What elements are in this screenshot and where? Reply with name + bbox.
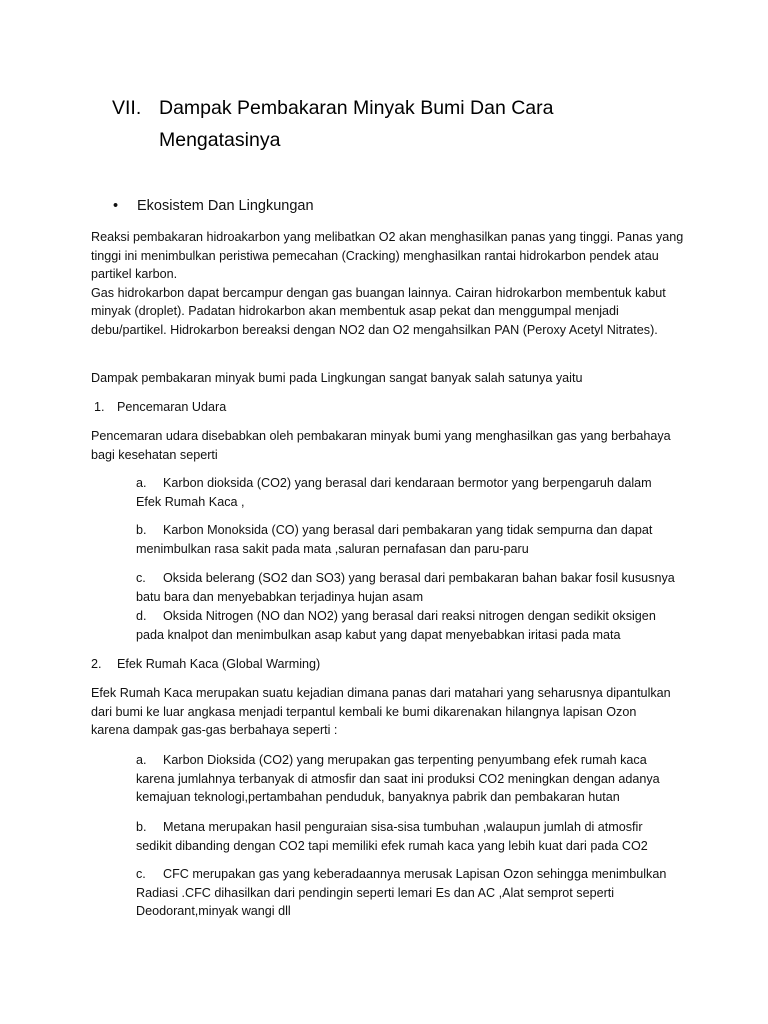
list-item-line: kemajuan teknologi,pertambahan penduduk, banyaknya pabrik dan pembakaran hutan	[136, 790, 620, 804]
list-item-line: sedikit dibanding dengan CO2 tapi memiliki efek rumah kaca yang lebih kuat dari pada CO2	[136, 838, 648, 853]
paragraph-line: Dampak pembakaran minyak bumi pada Lingkungan sangat banyak salah satunya yaitu	[91, 371, 583, 385]
list-item-line: Deodorant,minyak wangi dll	[136, 904, 291, 918]
heading-title-line: Mengatasinya	[159, 129, 281, 151]
section-number: 1.	[94, 400, 105, 414]
list-item	[136, 474, 696, 511]
list-text: Oksida belerang (SO2 dan SO3) yang berasal dari pembakaran bahan bakar fosil kususnya	[163, 571, 675, 585]
list-item-line: batu bara dan menyebabkan terjadinya hujan asam	[136, 589, 424, 604]
section-title: Pencemaran Udara	[117, 400, 227, 414]
list-item	[136, 569, 696, 606]
paragraph-line: Efek Rumah Kaca merupakan suatu kejadian dimana panas dari matahari yang seharusnya dipantulkan	[91, 686, 671, 700]
list-item-line	[136, 569, 696, 588]
paragraph-line: partikel karbon.	[91, 267, 178, 281]
paragraph-line: Pencemaran udara disebabkan oleh pembakaran minyak bumi yang menghasilkan gas yang berbahaya	[91, 429, 671, 443]
list-item-line: Radiasi .CFC dihasilkan dari pendingin seperti lemari Es dan AC ,Alat semprot seperti	[136, 885, 615, 900]
list-item	[136, 607, 696, 644]
list-text: Oksida Nitrogen (NO dan NO2) yang berasal dari reaksi nitrogen dengan sedikit oksigen	[163, 609, 656, 623]
list-item	[136, 521, 696, 558]
bullet-label: Ekosistem Dan Lingkungan	[137, 198, 314, 214]
list-text: Metana merupakan hasil penguraian sisa-sisa tumbuhan ,walaupun jumlah di atmosfir	[163, 820, 643, 834]
list-item-line	[136, 521, 696, 540]
heading-number: VII.	[112, 97, 142, 119]
section-1-description	[91, 427, 691, 464]
list-item-line: menimbulkan rasa sakit pada mata ,saluran pernafasan dan paru-paru	[136, 541, 529, 556]
heading-title	[159, 92, 679, 156]
intro-paragraph	[91, 228, 691, 339]
bullet-icon: •	[113, 198, 119, 214]
paragraph-line: bagi kesehatan seperti	[91, 447, 218, 462]
section-title: Efek Rumah Kaca (Global Warming)	[117, 657, 321, 671]
paragraph-line: tinggi ini menimbulkan peristiwa pemecahan (Cracking) menghasilkan rantai hidrokarbon pendek atau	[91, 248, 659, 263]
list-item-line	[136, 818, 696, 837]
section-1-heading	[94, 398, 394, 417]
list-marker: a.	[136, 476, 147, 490]
list-marker: c.	[136, 867, 146, 881]
list-marker: b.	[136, 820, 147, 834]
section-2-description	[91, 684, 691, 740]
list-marker: b.	[136, 523, 147, 537]
list-marker: a.	[136, 753, 147, 767]
section-number: 2.	[91, 657, 102, 671]
list-text: CFC merupakan gas yang keberadaannya merusak Lapisan Ozon sehingga menimbulkan	[163, 867, 667, 881]
paragraph-line: karena dampak gas-gas berbahaya seperti :	[91, 723, 338, 737]
paragraph-line: minyak (droplet). Padatan hidrokarbon akan membentuk asap pekat dan menggumpal menjadi	[91, 304, 619, 318]
paragraph-line: Gas hidrokarbon dapat bercampur dengan gas buangan lainnya. Cairan hidrokarbon membentuk kabut	[91, 285, 666, 300]
list-text: Karbon Monoksida (CO) yang berasal dari pembakaran yang tidak sempurna dan dapat	[163, 523, 653, 537]
paragraph-line: Reaksi pembakaran hidroakarbon yang melibatkan O2 akan menghasilkan panas yang tinggi. Panas yang	[91, 230, 684, 244]
list-item-line: karena jumlahnya terbanyak di atmosfir dan saat ini produksi CO2 meningkan dengan adanya	[136, 771, 660, 786]
section-2-heading	[91, 655, 411, 674]
paragraph-line: dari bumi ke luar angkasa menjadi terpantul kembali ke bumi dikarenakan hilangnya lapisan Ozon	[91, 704, 637, 719]
list-item-line: Efek Rumah Kaca ,	[136, 494, 245, 509]
list-text: Karbon Dioksida (CO2) yang merupakan gas terpenting penyumbang efek rumah kaca	[163, 753, 647, 767]
paragraph-line: debu/partikel. Hidrokarbon bereaksi dengan NO2 dan O2 mengahsilkan PAN (Peroxy Acetyl Nitrates).	[91, 322, 658, 337]
list-item-line	[136, 607, 696, 626]
list-item	[136, 751, 696, 807]
list-text: Karbon dioksida (CO2) yang berasal dari kendaraan bermotor yang berpengaruh dalam	[163, 476, 652, 490]
list-marker: d.	[136, 609, 147, 623]
heading-title-line: Dampak Pembakaran Minyak Bumi Dan Cara	[159, 97, 554, 119]
list-item	[136, 818, 696, 855]
list-item-line	[136, 751, 696, 770]
list-item	[136, 865, 696, 921]
list-item-line: pada knalpot dan menimbulkan asap kabut yang dapat menyebabkan iritasi pada mata	[136, 627, 621, 642]
list-item-line	[136, 865, 696, 884]
impact-intro	[91, 369, 691, 388]
list-item-line	[136, 474, 696, 493]
list-marker: c.	[136, 571, 146, 585]
